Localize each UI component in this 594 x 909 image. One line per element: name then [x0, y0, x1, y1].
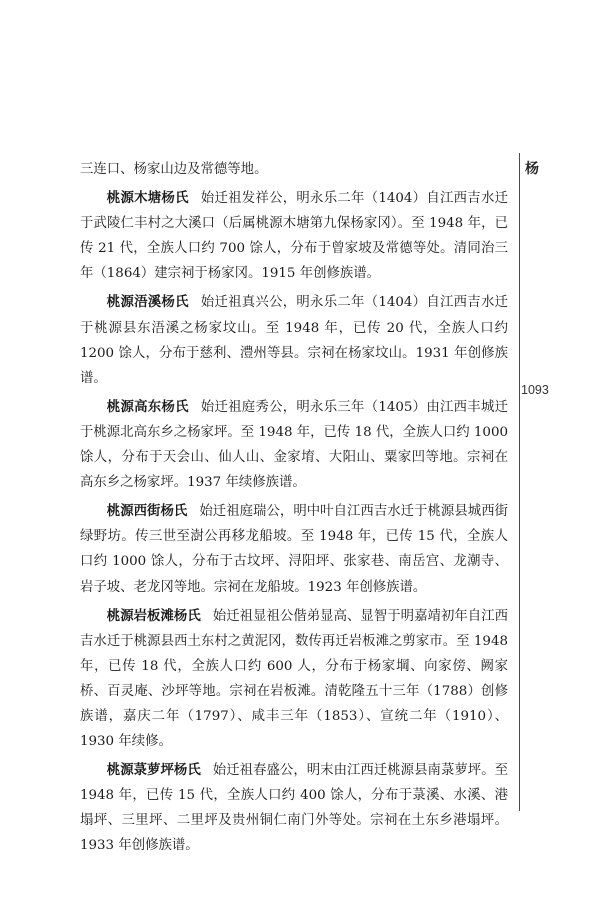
clan-entry: [80, 186, 508, 286]
clan-entry-title: 桃源高东杨氏: [106, 398, 189, 415]
clan-entry-title: 桃源木塘杨氏: [106, 190, 189, 207]
clan-entry: [80, 290, 508, 390]
clan-entry-text: 始迁祖春盛公，明末由江西迁桃源县南菉萝坪。至 1948 年，已传 15 代，全族人口约 400 馀人，分布于菉溪、水溪、港塌坪、三里坪、二里坪及贵州铜仁南门外等处。宗祠在土东乡港塌坪。1933 年创修族谱。: [80, 763, 509, 854]
page-number: 1093: [521, 383, 549, 397]
clan-entry-text: 始迁祖显祖公偕弟显高、显智于明嘉靖初年自江西吉水迁于桃源县西土东村之黄泥冈，数传再迁岩板滩之剪家市。至 1948 年，已传 18 代，全族人口约 600 人，分布于杨家堈、向家傍、阙家桥、百灵庵、沙坪等地。宗祠在岩板滩。清乾隆五十三年（1788）创修族谱，嘉庆二年（1797）、咸丰三年（1853）、宣统二年（1910）、1930 年续修。: [80, 608, 509, 750]
clan-entry-title: 桃源岩板滩杨氏: [106, 607, 201, 624]
clan-entry: [80, 758, 508, 858]
clan-entry-title: 桃源菉萝坪杨氏: [106, 762, 201, 779]
clan-entry: [80, 395, 508, 495]
surname-side-tab: 杨: [525, 161, 539, 177]
clan-entry-title: 桃源西街杨氏: [106, 503, 188, 520]
clan-entry-text: 始迁祖真兴公，明永乐二年（1404）自江西吉水迁于桃源县东浯溪之杨家坟山。至 1948 年，已传 20 代，全族人口约 1200 馀人，分布于慈利、澧州等县。宗祠在杨家坟山。1931 年创修族谱。: [80, 295, 509, 386]
clan-entry: [80, 499, 508, 599]
clan-entry-text: 始迁祖发祥公，明永乐二年（1404）自江西吉水迁于武陵仁丰村之大溪口（后属桃源木塘第九保杨家冈）。至 1948 年，已传 21 代，全族人口约 700 馀人，分布于曾家坡及常德等处。清同治三年（1864）建宗祠于杨家冈。1915 年创修族谱。: [80, 191, 509, 282]
clan-entry-text: 始迁祖庭秀公，明永乐三年（1405）由江西丰城迁于桃源北高东乡之杨家坪。至 1948 年，已传 18 代，全族人口约 1000 馀人，分布于天会山、仙人山、金家堉、大阳山、粟家凹等地。宗祠在高东乡之杨家坪。1937 年续修族谱。: [80, 399, 509, 491]
clan-entry-title: 桃源浯溪杨氏: [106, 294, 189, 311]
continuation-text: 三连口、杨家山边及常德等地。: [80, 162, 268, 177]
margin-divider-line: [519, 153, 520, 811]
clan-entry-text: 始迁祖庭瑞公，明中叶自江西吉水迁于桃源县城西街绿野坊。传三世至澍公再移龙船坡。至 1948 年，已传 15 代，全族人口约 1000 馀人，分布于古坟坪、浔阳坪、张家巷、南岳宫、龙潮寺、岩子坡、老龙冈等地。宗祠在龙船坡。1923 年创修族谱。: [80, 504, 509, 595]
page-body: [80, 157, 508, 859]
clan-entry: [80, 604, 508, 755]
